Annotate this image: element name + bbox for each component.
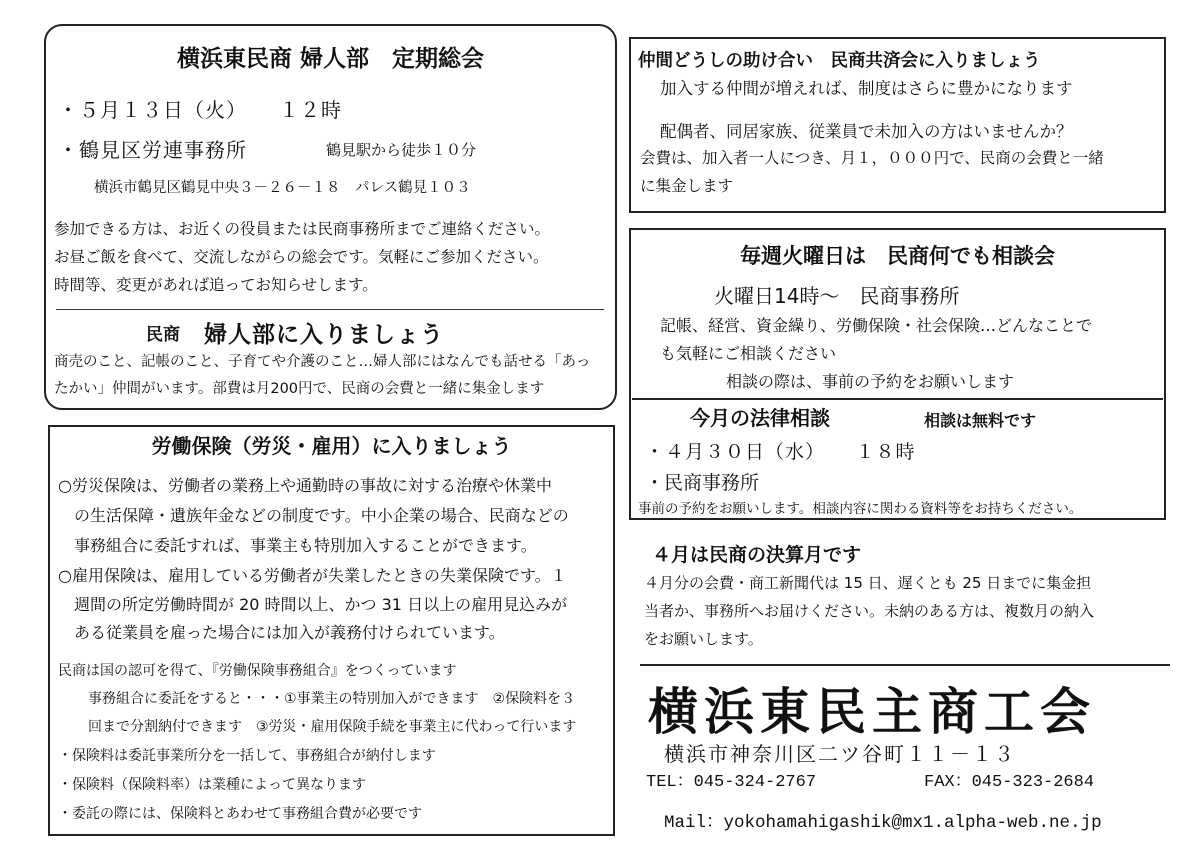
- consultation-desc-2: も気軽にご相談ください: [660, 344, 837, 363]
- legal-title: 今月の法律相談: [690, 406, 830, 430]
- labor-p1-line3: 事務組合に委託すれば、事業主も特別加入することができます。: [74, 536, 537, 555]
- footer-separator: [640, 664, 1170, 666]
- meeting-address: 横浜市鶴見区鶴見中央３－２６－１８ パレス鶴見１０３: [94, 180, 471, 196]
- org-mail[interactable]: Mail：yokohamahigashik@mx1.alpha-web.ne.jp: [664, 813, 1102, 833]
- legal-place: ・民商事務所: [645, 472, 760, 494]
- labor-insurance-title: 労働保険（労災・雇用）に入りましょう: [151, 434, 512, 458]
- labor-p1-line2: の生活保障・遺族年金などの制度です。中小企業の場合、民商などの: [74, 506, 569, 525]
- labor-p2-line1: ○雇用保険は、雇用している労働者が失業したときの失業保険です。１: [58, 566, 567, 585]
- join-title-prefix: 民商: [146, 325, 180, 345]
- labor-bullet-3: ・委託の際には、保険料とあわせて事務組合費が必要です: [58, 806, 422, 822]
- meeting-access: 鶴見駅から徒歩１０分: [326, 141, 477, 159]
- meeting-place: ・鶴見区労連事務所: [58, 138, 247, 162]
- labor-bullet-1: ・保険料は委託事業所分を一括して、事務組合が納付します: [58, 748, 436, 764]
- settlement-line-3: をお願いします。: [644, 630, 763, 648]
- labor-p2-line2: 週間の所定労働時間が 20 時間以上、かつ 31 日以上の雇用見込みが: [74, 595, 568, 614]
- mutual-aid-line-3: 会費は、加入者一人につき、月１，０００円で、民商の会費と一緒: [640, 149, 1104, 167]
- settlement-title: ４月は民商の決算月です: [652, 544, 862, 566]
- labor-p1-line1: ○労災保険は、労働者の業務上や通勤時の事故に対する治療や休業中: [58, 476, 552, 495]
- legal-date: ・４月３０日（水） １８時: [645, 441, 916, 463]
- join-text-1: 商売のこと、記帳のこと、子育てや介護のこと…婦人部にはなんでも話せる「あっ: [54, 354, 591, 370]
- consultation-divider: [632, 398, 1163, 400]
- meeting-date: ・５月１３日（火） １２時: [58, 98, 342, 122]
- mutual-aid-line-2: 配偶者、同居家族、従業員で未加入の方はいませんか？: [660, 122, 1073, 141]
- womens-meeting-title: 横浜東民商 婦人部 定期総会: [176, 46, 484, 72]
- labor-benefit-line1: 事務組合に委託をすると・・・①事業主の特別加入ができます ②保険料を３: [88, 691, 576, 707]
- mutual-aid-line-4: に集金します: [640, 177, 734, 195]
- consultation-time: 火曜日14時～ 民商事務所: [714, 284, 960, 308]
- labor-p2-line3: ある従業員を雇った場合には加入が義務付けられています。: [74, 623, 505, 642]
- org-fax: FAX：045-323-2684: [924, 773, 1095, 792]
- mutual-aid-title: 仲間どうしの助け合い 民商共済会に入りましょう: [638, 51, 1041, 71]
- mutual-aid-line-1: 加入する仲間が増えれば、制度はさらに豊かになります: [660, 79, 1073, 98]
- org-name: 横浜東民主商工会: [648, 682, 1096, 741]
- consultation-desc-1: 記帳、経営、資金繰り、労働保険・社会保険…どんなことで: [660, 316, 1093, 335]
- settlement-line-2: 当者か、事務所へお届けください。未納のある方は、複数月の納入: [644, 602, 1095, 620]
- legal-free-badge: 相談は無料です: [924, 411, 1037, 430]
- labor-bullet-2: ・保険料（保険料率）は業種によって異なります: [58, 777, 366, 793]
- meeting-note-1: 参加できる方は、お近くの役員または民商事務所までご連絡ください。: [54, 220, 551, 238]
- labor-benefit-line2: 回まで分割納付できます ③労災・雇用保険手続を事業主に代わって行います: [88, 719, 577, 735]
- meeting-note-2: お昼ご飯を食べて、交流しながらの総会です。気軽にご参加ください。: [54, 248, 549, 266]
- org-tel: TEL：045-324-2767: [646, 773, 817, 792]
- consultation-title: 毎週火曜日は 民商何でも相談会: [740, 244, 1055, 268]
- org-address: 横浜市神奈川区二ツ谷町１１－１３: [664, 742, 1016, 766]
- join-title: 婦人部に入りましょう: [204, 322, 444, 348]
- legal-note: 事前の予約をお願いします。相談内容に関わる資料等をお持ちください。: [638, 501, 1083, 517]
- womens-divider: [56, 309, 604, 310]
- consultation-desc-3: 相談の際は、事前の予約をお願いします: [726, 372, 1015, 391]
- labor-assoc-line: 民商は国の認可を得て、『労働保険事務組合』をつくっています: [58, 663, 457, 679]
- settlement-line-1: ４月分の会費・商工新聞代は 15 日、遅くとも 25 日までに集金担: [644, 574, 1092, 592]
- meeting-note-3: 時間等、変更があれば追ってお知らせします。: [54, 276, 378, 294]
- join-text-2: たかい」仲間がいます。部費は月200円で、民商の会費と一緒に集金します: [54, 381, 545, 397]
